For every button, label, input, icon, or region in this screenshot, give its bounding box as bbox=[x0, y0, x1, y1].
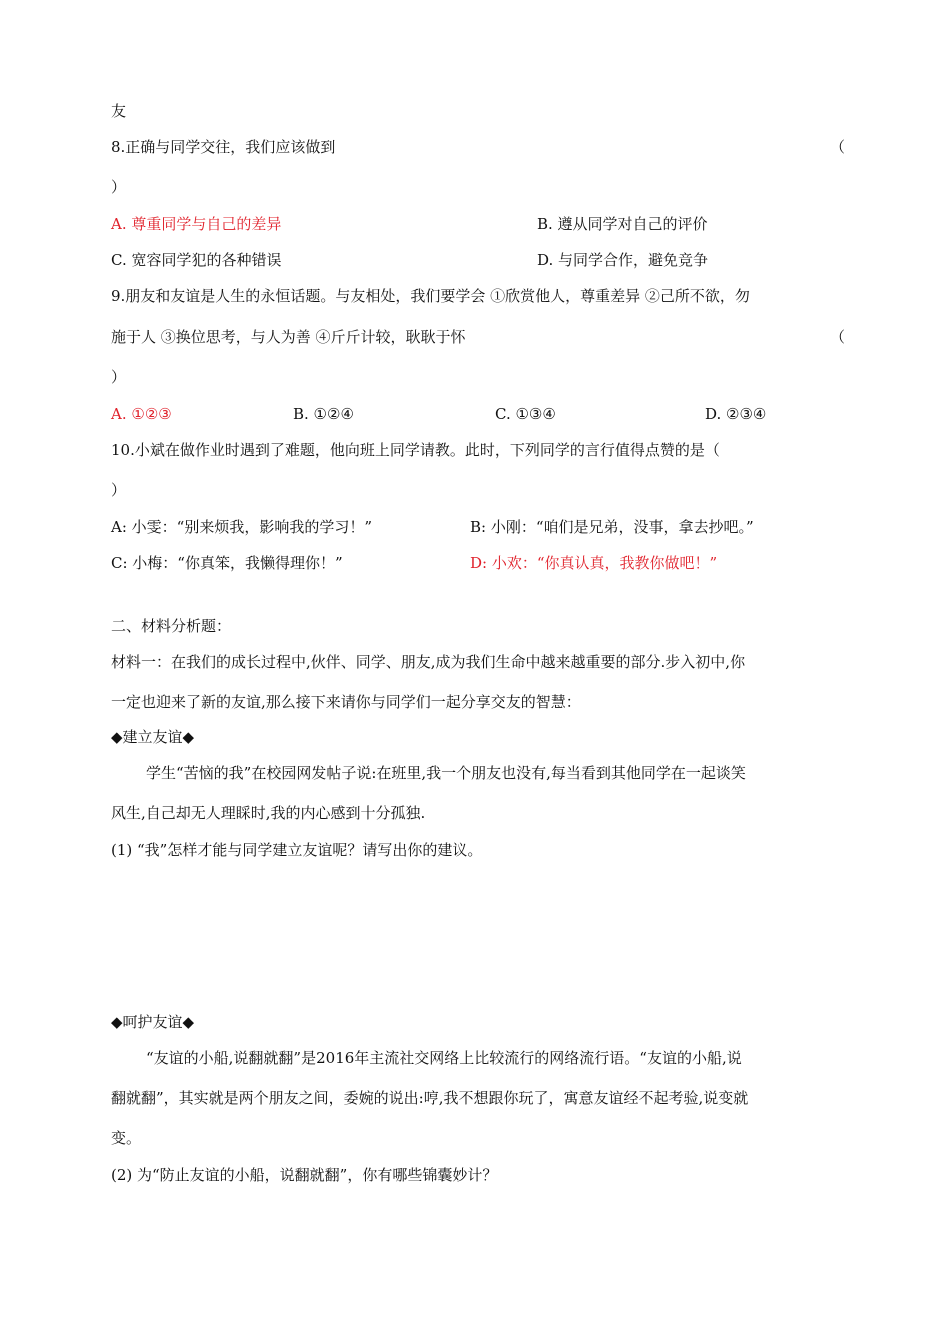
section-heading: 二、材料分析题： bbox=[111, 617, 232, 635]
q10-option-c: C: 小梅：“你真笨，我懒得理你！” bbox=[111, 554, 343, 572]
protect-paragraph-line-2: 翻就翻”，其实就是两个朋友之间，委婉的说出:哼,我不想跟你玩了，寓意友谊经不起考验,说变就 bbox=[111, 1089, 749, 1107]
material-line-2: 一定也迎来了新的友谊,那么接下来请你与同学们一起分享交友的智慧： bbox=[111, 693, 581, 711]
q8-paren-close: ） bbox=[111, 178, 127, 196]
q9-option-b: B. ①②④ bbox=[293, 405, 354, 423]
question-2: (2) 为“防止友谊的小船，说翻就翻”，你有哪些锦囊妙计？ bbox=[111, 1166, 498, 1184]
protect-friendship-heading: ◆呵护友谊◆ bbox=[111, 1013, 195, 1031]
q10-option-b: B: 小刚：“咱们是兄弟，没事，拿去抄吧。” bbox=[470, 518, 754, 536]
material-line-1: 材料一：在我们的成长过程中,伙伴、同学、朋友,成为我们生命中越来越重要的部分.步入初中,你 bbox=[111, 653, 746, 671]
q8-option-b: B. 遵从同学对自己的评价 bbox=[537, 215, 708, 233]
q10-paren-close: ） bbox=[111, 481, 127, 499]
q9-paren-open: （ bbox=[830, 328, 846, 346]
q9-stem-line2: 施于人 ③换位思考，与人为善 ④斤斤计较，耿耿于怀 bbox=[111, 328, 466, 346]
question-1: (1) “我”怎样才能与同学建立友谊呢？请写出你的建议。 bbox=[111, 841, 483, 859]
q8-option-d: D. 与同学合作，避免竞争 bbox=[537, 251, 709, 269]
q10-stem: 10.小斌在做作业时遇到了难题，他向班上同学请教。此时，下列同学的言行值得点赞的是（ bbox=[111, 441, 720, 459]
build-friendship-heading: ◆建立友谊◆ bbox=[111, 728, 195, 746]
build-paragraph-line-2: 风生,自己却无人理睬时,我的内心感到十分孤独. bbox=[111, 804, 426, 822]
q9-option-c: C. ①③④ bbox=[495, 405, 556, 423]
q10-option-d: D: 小欢：“你真认真，我教你做吧！” bbox=[470, 554, 718, 572]
q8-option-a: A. 尊重同学与自己的差异 bbox=[111, 215, 282, 233]
q9-paren-close: ） bbox=[111, 368, 127, 386]
build-paragraph-line-1: 学生“苦恼的我”在校园网发帖子说:在班里,我一个朋友也没有,每当看到其他同学在一起谈笑 bbox=[146, 764, 746, 782]
q9-option-a: A. ①②③ bbox=[111, 405, 172, 423]
protect-paragraph-line-1: “友谊的小船,说翻就翻”是2016年主流社交网络上比较流行的网络流行语。“友谊的小船,说 bbox=[146, 1049, 742, 1067]
q9-stem-line1: 9.朋友和友谊是人生的永恒话题。与友相处，我们要学会 ①欣赏他人，尊重差异 ②己所不欲，勿 bbox=[111, 287, 750, 305]
q8-option-c: C. 宽容同学犯的各种错误 bbox=[111, 251, 282, 269]
q9-option-d: D. ②③④ bbox=[705, 405, 767, 423]
q10-option-a: A: 小雯：“别来烦我，影响我的学习！” bbox=[111, 518, 372, 536]
q8-stem: 8.正确与同学交往，我们应该做到 bbox=[111, 138, 336, 156]
q8-paren-open: （ bbox=[830, 138, 846, 156]
protect-paragraph-line-3: 变。 bbox=[111, 1129, 142, 1147]
top-fragment: 友 bbox=[111, 102, 127, 120]
